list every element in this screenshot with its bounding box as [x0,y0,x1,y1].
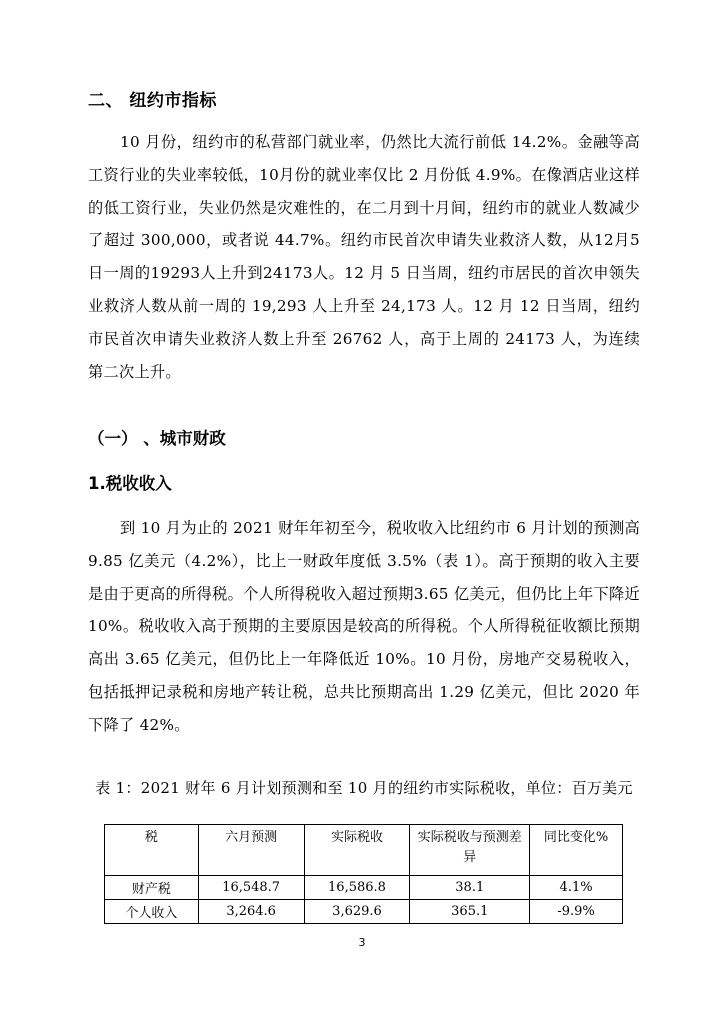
table-cell: 38.1 [410,876,530,900]
table-cell: 4.1% [530,876,623,900]
table-cell: -9.9% [530,900,623,924]
subsection-heading-tax-revenue: 1.税收收入 [88,474,172,493]
paragraph-employment: 10 月份，纽约市的私营部门就业率，仍然比大流行前低 14.2%。金融等高工资行业的失业率较低，10月份的就业率仅比 2 月份低 4.9%。在像酒店业这样的低工资行业，失业仍然是灾难性的，在二月到十月间，纽约市的就业人数减少了超过 300,000，或者说 44.7%。纽约市民首次申请失业救济人数，从12月5日一周的19293人上升到24173人。12 月 5 日当周，纽约市居民的首次申领失业救济人数从前一周的 19,293 人上升至 24,173 人。12 月 12 日当周，纽约市民首次申请失业救济人数上升至 26762 人，高于上周的 24173 人，为连续第二次上升。 [88,133,640,381]
header-tax: 税 [105,825,199,876]
table-cell: 365.1 [410,900,530,924]
page-number: 3 [358,936,366,949]
table-cell: 16,586.8 [304,876,410,900]
table-row [105,900,623,924]
table-cell: 3,629.6 [304,900,410,924]
subsection-heading-city-finance: （一） 、城市财政 [88,429,226,448]
header-actual-revenue: 实际税收 [304,825,410,876]
paragraph-tax-revenue: 到 10 月为止的 2021 财年年初至今，税收收入比纽约市 6 月计划的预测高 9.85 亿美元（4.2%），比上一财政年度低 3.5%（表 1）。高于预期的收入主要是由于更高的所得税。个人所得税收入超过预期3.65 亿美元，但仍比上年下降近 10%。税收收入高于预期的主要原因是较高的所得税。个人所得税征收额比预期高出 3.65 亿美元，但仍比上一年降低近 10%。10 月份，房地产交易税收入，包括抵押记录税和房地产转让税，总共比预期高出 1.29 亿美元，但比 2020 年下降了 42%。 [88,519,640,734]
table-cell: 3,264.6 [198,900,304,924]
table-cell: 个人收入 [105,900,199,924]
header-yoy-change: 同比变化% [530,825,623,876]
table-header-row [105,825,623,876]
section-heading-nyc-indicators: 二、 纽约市指标 [88,91,217,111]
tax-revenue-table [104,824,623,924]
table-row [105,876,623,900]
table-cell: 16,548.7 [198,876,304,900]
table-caption: 表 1：2021 财年 6 月计划预测和至 10 月的纽约市实际税收，单位：百万美元 [95,779,633,797]
header-june-forecast: 六月预测 [198,825,304,876]
header-variance: 实际税收与预测差异 [410,825,530,876]
table-cell: 财产税 [105,876,199,900]
